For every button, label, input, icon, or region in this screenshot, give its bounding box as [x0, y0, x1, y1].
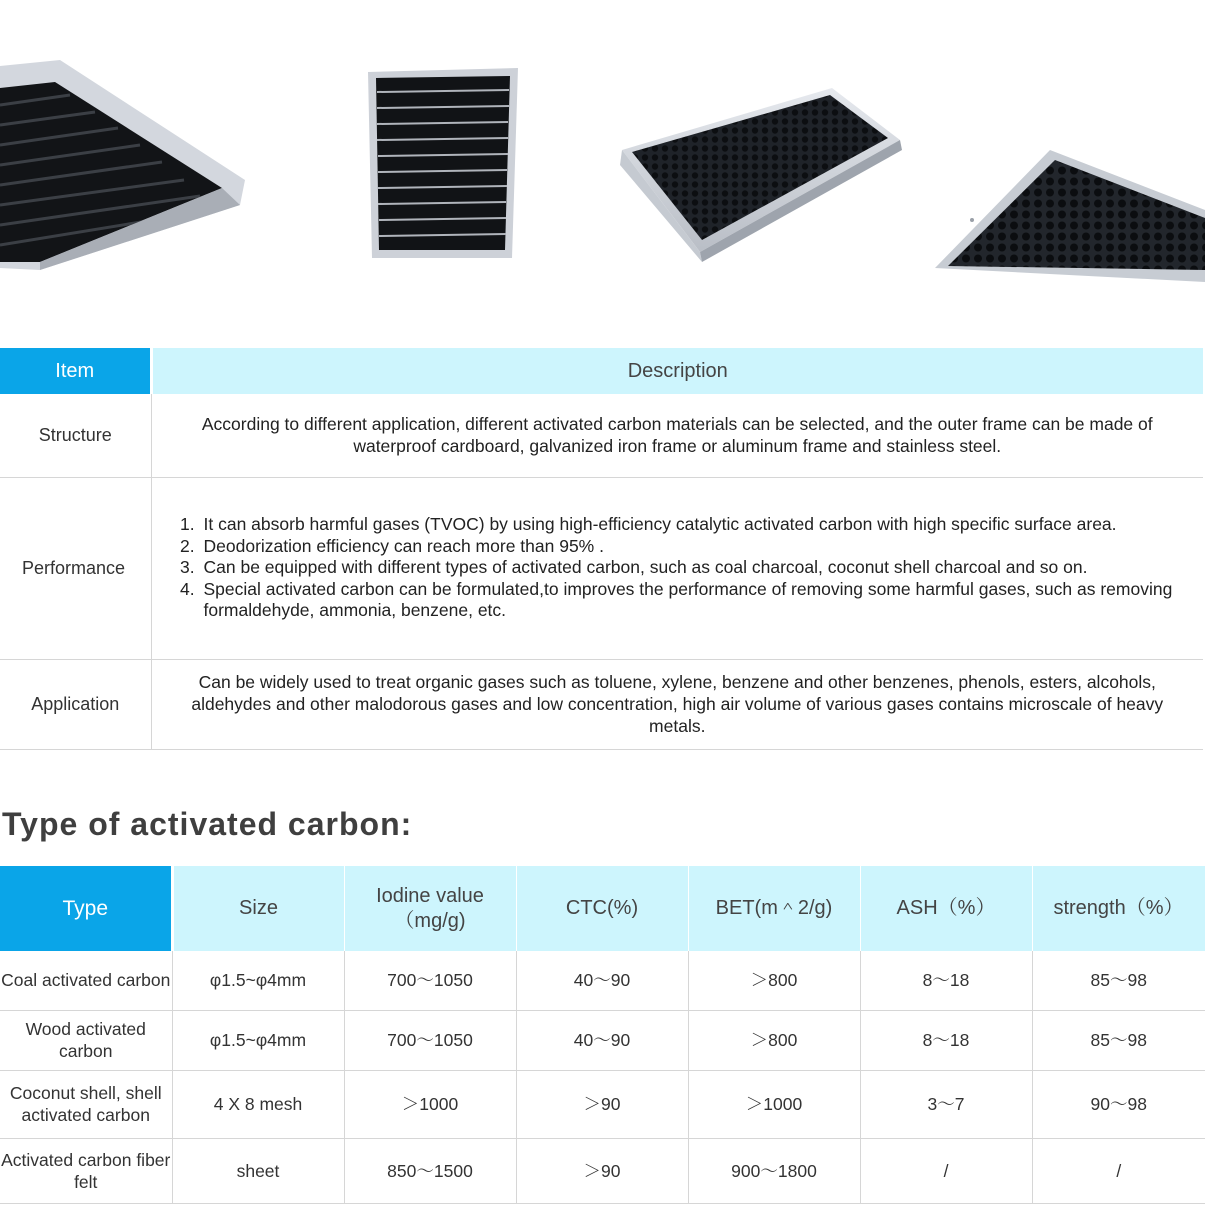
table-row [0, 477, 1203, 659]
row-item-application: Application [0, 659, 151, 749]
carbon-type-table [0, 866, 1205, 1204]
application-text: Can be widely used to treat organic gases such as toluene, xylene, benzene and other benzenes, phenols, esters, alcohols, aldehydes and other malodorous gases and low concentration, high air volume of various gases contains microscale of heavy metals. [191, 672, 1164, 736]
header-item: Item [0, 348, 151, 394]
cell-iodine: 850～1500 [344, 1138, 516, 1203]
cell-type: Coal activated carbon [0, 951, 172, 1010]
honeycomb-filter-corner-image [935, 150, 1205, 282]
cell-strength: 85～98 [1032, 951, 1205, 1010]
cell-bet: 900～1800 [688, 1138, 860, 1203]
cell-ctc: 40～90 [516, 951, 688, 1010]
cell-strength: 90～98 [1032, 1070, 1205, 1138]
cell-iodine: ＞1000 [344, 1070, 516, 1138]
section-title: Type of activated carbon: [2, 806, 413, 842]
cell-ctc: 40～90 [516, 1010, 688, 1070]
louvered-filter-image [368, 68, 518, 258]
table-row [0, 1138, 1205, 1203]
cell-ctc: ＞90 [516, 1138, 688, 1203]
cell-strength: / [1032, 1138, 1205, 1203]
cell-bet: ＞1000 [688, 1070, 860, 1138]
cell-size: φ1.5~φ4mm [172, 951, 344, 1010]
list-item: 1. It can absorb harmful gases (TVOC) by using high-efficiency catalytic activated carbon with high specific surface area. [200, 514, 1204, 536]
product-images [0, 0, 1205, 300]
type-table-header [0, 866, 1205, 951]
cell-type: Wood activated carbon [0, 1010, 172, 1070]
cell-ash: 3～7 [860, 1070, 1032, 1138]
row-desc-performance [151, 477, 1203, 659]
table-row [0, 951, 1205, 1010]
header-iodine-line2: （mg/g) [394, 909, 466, 932]
cell-size: 4 X 8 mesh [172, 1070, 344, 1138]
cell-bet: ＞800 [688, 951, 860, 1010]
table-row [0, 1070, 1205, 1138]
list-item: 2. Deodorization efficiency can reach more than 95% . [200, 536, 1204, 558]
row-desc-application [151, 659, 1203, 749]
header-ash: ASH（%） [860, 866, 1032, 951]
product-images-svg [0, 0, 1205, 300]
header-type: Type [0, 866, 172, 951]
cell-iodine: 700～1050 [344, 1010, 516, 1070]
cell-size: φ1.5~φ4mm [172, 1010, 344, 1070]
pleated-filter-image [0, 60, 245, 270]
cell-type: Coconut shell, shell activated carbon [0, 1070, 172, 1138]
header-iodine-line1: Iodine value [376, 884, 484, 907]
description-table [0, 348, 1203, 750]
cell-iodine: 700～1050 [344, 951, 516, 1010]
cell-strength: 85～98 [1032, 1010, 1205, 1070]
table-row [0, 1010, 1205, 1070]
header-iodine [344, 866, 516, 951]
honeycomb-filter-image [620, 88, 902, 262]
header-size: Size [172, 866, 344, 951]
cell-ash: 8～18 [860, 1010, 1032, 1070]
header-bet: BET(m＾2/g) [688, 866, 860, 951]
table-row [0, 394, 1203, 477]
header-ctc: CTC(%) [516, 866, 688, 951]
row-desc-structure [151, 394, 1203, 477]
header-description: Description [151, 348, 1203, 394]
list-item: 3. Can be equipped with different types of activated carbon, such as coal charcoal, coconut shell charcoal and so on. [200, 557, 1204, 579]
list-item: 4. Special activated carbon can be formulated,to improves the performance of removing some harmful gases, such as removing formaldehyde, ammonia, benzene, etc. [200, 579, 1204, 622]
performance-list [152, 514, 1204, 622]
cell-ctc: ＞90 [516, 1070, 688, 1138]
table-row [0, 659, 1203, 749]
structure-text: According to different application, different activated carbon materials can be selected, and the outer frame can be made of waterproof cardboard, galvanized iron frame or aluminum frame and stainless steel. [201, 414, 1153, 457]
cell-size: sheet [172, 1138, 344, 1203]
cell-ash: 8～18 [860, 951, 1032, 1010]
row-item-performance: Performance [0, 477, 151, 659]
cell-ash: / [860, 1138, 1032, 1203]
header-strength: strength（%） [1032, 866, 1205, 951]
row-item-structure: Structure [0, 394, 151, 477]
cell-type: Activated carbon fiber felt [0, 1138, 172, 1203]
cell-bet: ＞800 [688, 1010, 860, 1070]
